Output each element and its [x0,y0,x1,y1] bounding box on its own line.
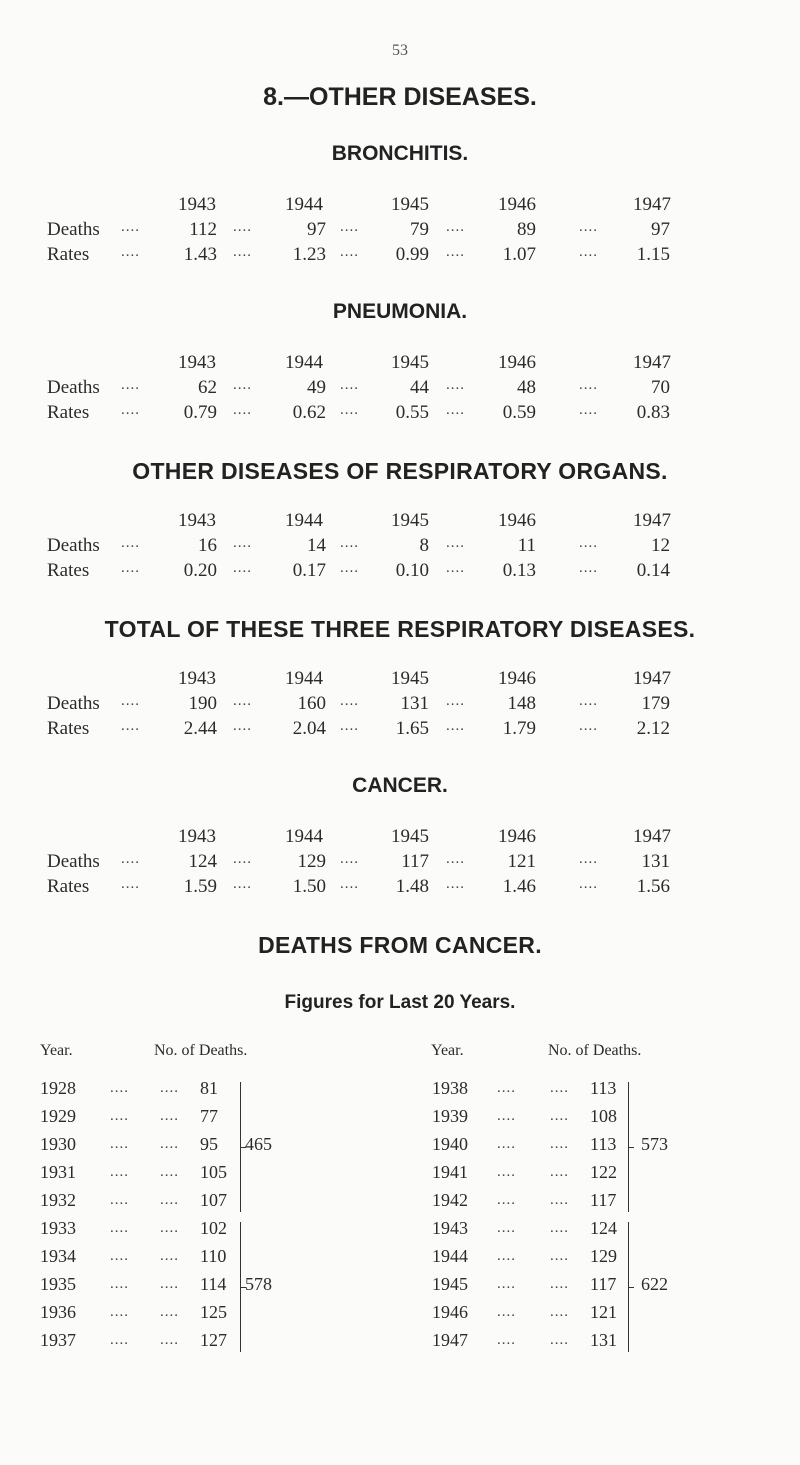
bronchitis-table [0,194,800,269]
group-total: 573 [641,1134,668,1154]
deaths-row [0,693,800,718]
deaths-value: 129 [297,851,326,872]
table-row [0,1106,800,1134]
leader-dots: .... [550,1304,569,1320]
rates-row-label: Rates [47,876,90,897]
year-header: 1947 [633,510,671,531]
deaths-value: 179 [641,693,670,714]
leader-dots: .... [497,1136,516,1152]
leader-dots: .... [160,1192,179,1208]
leader-dots: .... [233,560,252,576]
rates-value: 0.14 [636,560,670,581]
col-deaths-left: No. of Deaths. [154,1042,248,1059]
year-header: 1944 [285,510,323,531]
deaths-cell: 125 [200,1302,227,1322]
year-header: 1945 [391,352,429,373]
year-header: 1944 [285,194,323,215]
group-brace [620,1222,629,1352]
deaths-value: 112 [189,219,217,240]
year-cell: 1932 [40,1190,76,1210]
deaths-cell: 122 [590,1162,617,1182]
leader-dots: .... [110,1220,129,1236]
leader-dots: .... [446,718,465,734]
table-row [0,1330,800,1358]
leader-dots: .... [446,693,465,709]
table-row [0,1190,800,1218]
year-cell: 1933 [40,1218,76,1238]
deaths-value: 12 [651,535,670,556]
deaths-value: 131 [400,693,429,714]
year-cell: 1939 [432,1106,468,1126]
year-header: 1946 [498,510,536,531]
leader-dots: .... [340,219,359,235]
pneumonia-table [0,352,800,427]
leader-dots: .... [550,1248,569,1264]
deaths-value: 62 [198,377,217,398]
leader-dots: .... [340,876,359,892]
leader-dots: .... [160,1220,179,1236]
year-header: 1944 [285,352,323,373]
rates-row-label: Rates [47,560,90,581]
deaths-row-label: Deaths [47,377,100,398]
leader-dots: .... [110,1108,129,1124]
leader-dots: .... [110,1192,129,1208]
years-row [0,510,800,535]
leader-dots: .... [233,535,252,551]
leader-dots: .... [110,1080,129,1096]
year-cell: 1942 [432,1190,468,1210]
rates-row-label: Rates [47,244,90,265]
year-header: 1946 [498,668,536,689]
col-year-left: Year. [40,1042,73,1059]
leader-dots: .... [121,219,140,235]
leader-dots: .... [121,718,140,734]
cancer-table [0,826,800,901]
leader-dots: .... [497,1276,516,1292]
year-cell: 1931 [40,1162,76,1182]
leader-dots: .... [497,1108,516,1124]
group-total: 622 [641,1274,668,1294]
year-cell: 1945 [432,1274,468,1294]
year-cell: 1940 [432,1134,468,1154]
year-header: 1943 [178,826,216,847]
year-header: 1946 [498,194,536,215]
rates-value: 2.04 [292,718,326,739]
leader-dots: .... [233,876,252,892]
year-header: 1944 [285,668,323,689]
year-cell: 1929 [40,1106,76,1126]
leader-dots: .... [550,1164,569,1180]
deaths-value: 131 [641,851,670,872]
leader-dots: .... [121,402,140,418]
deaths-cell: 107 [200,1190,227,1210]
leader-dots: .... [579,851,598,867]
deaths-cell: 81 [200,1078,218,1098]
leader-dots: .... [446,219,465,235]
deaths-row-label: Deaths [47,693,100,714]
leader-dots: .... [110,1276,129,1292]
leader-dots: .... [160,1108,179,1124]
rates-value: 1.48 [395,876,429,897]
years-row [0,352,800,377]
leader-dots: .... [579,244,598,260]
deaths-value: 44 [410,377,429,398]
deaths-cell: 131 [590,1330,617,1350]
rates-value: 1.65 [395,718,429,739]
deaths-value: 16 [198,535,217,556]
year-cell: 1943 [432,1218,468,1238]
deaths-value: 97 [307,219,326,240]
deaths-row [0,851,800,876]
leader-dots: .... [233,377,252,393]
year-cell: 1928 [40,1078,76,1098]
leader-dots: .... [446,851,465,867]
leader-dots: .... [110,1332,129,1348]
leader-dots: .... [446,535,465,551]
deaths-value: 70 [651,377,670,398]
year-header: 1946 [498,352,536,373]
leader-dots: .... [579,535,598,551]
leader-dots: .... [160,1332,179,1348]
leader-dots: .... [340,693,359,709]
deaths-row-label: Deaths [47,851,100,872]
deaths-value: 79 [410,219,429,240]
leader-dots: .... [446,402,465,418]
year-cell: 1937 [40,1330,76,1350]
year-cell: 1930 [40,1134,76,1154]
years-row [0,194,800,219]
deaths-cell: 114 [200,1274,227,1294]
year-header: 1945 [391,826,429,847]
table-row [0,1162,800,1190]
group-total: 465 [245,1134,272,1154]
other-respiratory-title: OTHER DISEASES OF RESPIRATORY ORGANS. [132,458,668,484]
leader-dots: .... [110,1248,129,1264]
other-respiratory-table [0,510,800,585]
col-deaths-right: No. of Deaths. [548,1042,642,1059]
leader-dots: .... [121,244,140,260]
group-brace [620,1082,629,1212]
rates-row [0,244,800,269]
deaths-cell: 110 [200,1246,227,1266]
leader-dots: .... [121,560,140,576]
leader-dots: .... [340,560,359,576]
deaths-value: 8 [419,535,429,556]
table-row [0,1134,800,1162]
deaths-cell: 95 [200,1134,218,1154]
year-header: 1945 [391,194,429,215]
rates-row [0,876,800,901]
leader-dots: .... [497,1080,516,1096]
leader-dots: .... [110,1136,129,1152]
rates-row [0,402,800,427]
rates-value: 1.56 [636,876,670,897]
rates-value: 0.20 [183,560,217,581]
year-header: 1947 [633,668,671,689]
leader-dots: .... [446,560,465,576]
leader-dots: .... [446,244,465,260]
leader-dots: .... [497,1220,516,1236]
leader-dots: .... [160,1136,179,1152]
rates-value: 1.46 [502,876,536,897]
year-header: 1943 [178,194,216,215]
leader-dots: .... [340,377,359,393]
rates-value: 0.17 [292,560,326,581]
year-cell: 1947 [432,1330,468,1350]
leader-dots: .... [121,377,140,393]
deaths-value: 14 [307,535,326,556]
leader-dots: .... [446,377,465,393]
deaths-row [0,219,800,244]
rates-value: 1.43 [183,244,217,265]
group-brace [232,1222,241,1352]
rates-value: 0.99 [395,244,429,265]
leader-dots: .... [550,1192,569,1208]
leader-dots: .... [110,1304,129,1320]
year-header: 1947 [633,194,671,215]
rates-row-label: Rates [47,718,90,739]
deaths-value: 117 [401,851,429,872]
deaths-cell: 129 [590,1246,617,1266]
years-row [0,668,800,693]
year-cell: 1941 [432,1162,468,1182]
leader-dots: .... [579,219,598,235]
rates-row [0,718,800,743]
year-cell: 1946 [432,1302,468,1322]
leader-dots: .... [340,718,359,734]
rates-value: 1.59 [183,876,217,897]
leader-dots: .... [497,1332,516,1348]
rates-value: 0.13 [502,560,536,581]
table-row [0,1302,800,1330]
rates-value: 0.59 [502,402,536,423]
leader-dots: .... [550,1108,569,1124]
year-cell: 1936 [40,1302,76,1322]
rates-value: 1.15 [636,244,670,265]
table-row [0,1078,800,1106]
year-cell: 1934 [40,1246,76,1266]
rates-value: 1.07 [502,244,536,265]
deaths-row-label: Deaths [47,219,100,240]
year-header: 1945 [391,668,429,689]
leader-dots: .... [497,1192,516,1208]
deaths-value: 89 [517,219,536,240]
leader-dots: .... [233,693,252,709]
rates-value: 2.44 [183,718,217,739]
year-cell: 1944 [432,1246,468,1266]
rates-value: 0.55 [395,402,429,423]
deaths-value: 160 [297,693,326,714]
deaths-value: 97 [651,219,670,240]
deaths-value: 121 [507,851,536,872]
deaths-cell: 113 [590,1134,617,1154]
leader-dots: .... [579,876,598,892]
leader-dots: .... [579,693,598,709]
leader-dots: .... [160,1080,179,1096]
year-header: 1943 [178,668,216,689]
leader-dots: .... [233,718,252,734]
leader-dots: .... [233,244,252,260]
leader-dots: .... [550,1276,569,1292]
deaths-from-cancer-title: DEATHS FROM CANCER. [258,932,542,958]
deaths-row [0,535,800,560]
leader-dots: .... [497,1248,516,1264]
leader-dots: .... [121,693,140,709]
deaths-cell: 117 [590,1190,617,1210]
rates-value: 1.79 [502,718,536,739]
deaths-value: 49 [307,377,326,398]
deaths-row [0,377,800,402]
year-header: 1943 [178,510,216,531]
rates-value: 1.23 [292,244,326,265]
group-total: 578 [245,1274,272,1294]
deaths-value: 11 [517,535,536,556]
years-row [0,826,800,851]
leader-dots: .... [160,1304,179,1320]
leader-dots: .... [340,402,359,418]
leader-dots: .... [340,244,359,260]
leader-dots: .... [160,1164,179,1180]
year-cell: 1935 [40,1274,76,1294]
leader-dots: .... [550,1332,569,1348]
leader-dots: .... [160,1276,179,1292]
deaths-row-label: Deaths [47,535,100,556]
deaths-cell: 121 [590,1302,617,1322]
leader-dots: .... [579,377,598,393]
rates-value: 1.50 [292,876,326,897]
deaths-value: 124 [188,851,217,872]
year-cell: 1938 [432,1078,468,1098]
page-number: 53 [392,42,408,59]
leader-dots: .... [497,1304,516,1320]
year-header: 1947 [633,826,671,847]
deaths-cell: 102 [200,1218,227,1238]
bronchitis-title: BRONCHITIS. [331,142,469,165]
deaths-cell: 113 [590,1078,617,1098]
leader-dots: .... [497,1164,516,1180]
rates-value: 0.79 [183,402,217,423]
cancer-title: CANCER. [352,774,448,797]
leader-dots: .... [233,851,252,867]
deaths-cell: 77 [200,1106,218,1126]
year-header: 1944 [285,826,323,847]
leader-dots: .... [110,1164,129,1180]
leader-dots: .... [233,402,252,418]
deaths-cell: 127 [200,1330,227,1350]
leader-dots: .... [121,851,140,867]
leader-dots: .... [160,1248,179,1264]
year-header: 1947 [633,352,671,373]
deaths-cell: 105 [200,1162,227,1182]
deaths-from-cancer-subtitle: Figures for Last 20 Years. [284,992,516,1013]
table-row [0,1218,800,1246]
table-row [0,1246,800,1274]
deaths-cell: 124 [590,1218,617,1238]
leader-dots: .... [233,219,252,235]
leader-dots: .... [340,851,359,867]
leader-dots: .... [340,535,359,551]
leader-dots: .... [579,560,598,576]
rates-row-label: Rates [47,402,90,423]
leader-dots: .... [550,1136,569,1152]
rates-value: 0.83 [636,402,670,423]
rates-row [0,560,800,585]
leader-dots: .... [579,402,598,418]
leader-dots: .... [579,718,598,734]
year-header: 1943 [178,352,216,373]
deaths-cell: 108 [590,1106,617,1126]
year-header: 1945 [391,510,429,531]
rates-value: 0.10 [395,560,429,581]
group-brace [232,1082,241,1212]
leader-dots: .... [121,876,140,892]
rates-value: 0.62 [292,402,326,423]
section-title: 8.—OTHER DISEASES. [263,83,537,111]
year-header: 1946 [498,826,536,847]
table-row [0,1274,800,1302]
deaths-value: 148 [507,693,536,714]
total-respiratory-table [0,668,800,743]
rates-value: 2.12 [636,718,670,739]
deaths-value: 190 [188,693,217,714]
leader-dots: .... [550,1220,569,1236]
total-respiratory-title: TOTAL OF THESE THREE RESPIRATORY DISEASES. [104,616,696,642]
deaths-value: 48 [517,377,536,398]
leader-dots: .... [446,876,465,892]
leader-dots: .... [121,535,140,551]
pneumonia-title: PNEUMONIA. [332,300,468,323]
deaths-cell: 117 [590,1274,617,1294]
col-year-right: Year. [431,1042,464,1059]
leader-dots: .... [550,1080,569,1096]
